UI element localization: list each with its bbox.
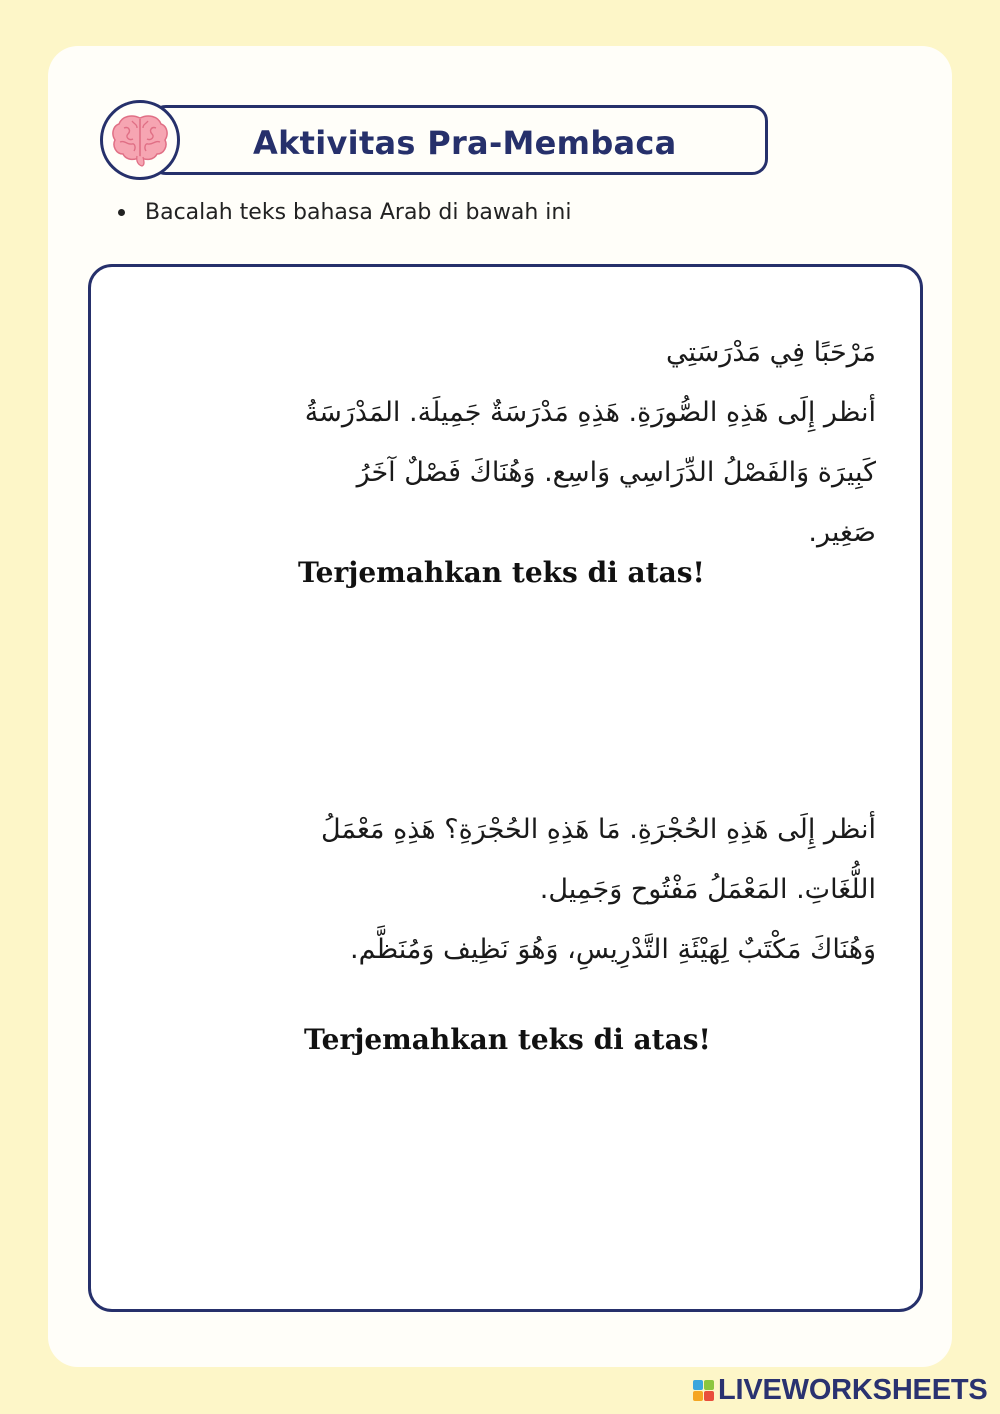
passage-line: أنظر إِلَى هَذِهِ الحُجْرَةِ. مَا هَذِهِ الحُجْرَةِ؟ هَذِهِ مَعْمَلُ — [320, 814, 876, 845]
brain-icon — [110, 112, 170, 168]
title-pill — [150, 105, 768, 175]
passage-line: اللُّغَاتِ. المَعْمَلُ مَفْتُوح وَجَمِيل. — [539, 874, 876, 905]
logo-square — [704, 1391, 714, 1401]
bullet-icon — [118, 209, 125, 216]
passage-line: وَهُنَاكَ مَكْتَبٌ لِهَيْئَةِ التَّدْرِيسِ، وَهُوَ نَظِيف وَمُنَظَّم. — [350, 934, 876, 965]
watermark-text: LIVEWORKSHEETS — [718, 1374, 988, 1406]
passage-line: أنظر إِلَى هَذِهِ الصُّورَةِ. هَذِهِ مَدْرَسَةٌ جَمِيلَة. المَدْرَسَةُ — [304, 397, 876, 428]
instruction-item — [118, 200, 571, 225]
liveworksheets-logo-icon — [693, 1380, 714, 1401]
translate-prompt-2: Terjemahkan teks di atas! — [304, 1023, 711, 1056]
section-header — [100, 100, 677, 180]
brain-icon-badge — [100, 100, 180, 180]
instruction-text: Bacalah teks bahasa Arab di bawah ini — [145, 200, 572, 225]
logo-square — [693, 1391, 703, 1401]
logo-square — [693, 1380, 703, 1390]
passage-line: كَبِيرَة وَالفَصْلُ الدِّرَاسِي وَاسِع. وَهُنَاكَ فَصْلٌ آخَرُ — [356, 457, 876, 488]
passage-line: مَرْحَبًا فِي مَدْرَسَتِي — [666, 337, 876, 368]
liveworksheets-watermark[interactable] — [693, 1374, 988, 1407]
arabic-passage-2 — [321, 800, 876, 980]
logo-square — [704, 1380, 714, 1390]
arabic-passage-1 — [305, 323, 876, 563]
passage-line: صَغِير. — [808, 517, 876, 548]
page-title: Aktivitas Pra-Membaca — [253, 124, 677, 162]
translate-prompt-1: Terjemahkan teks di atas! — [298, 556, 705, 589]
